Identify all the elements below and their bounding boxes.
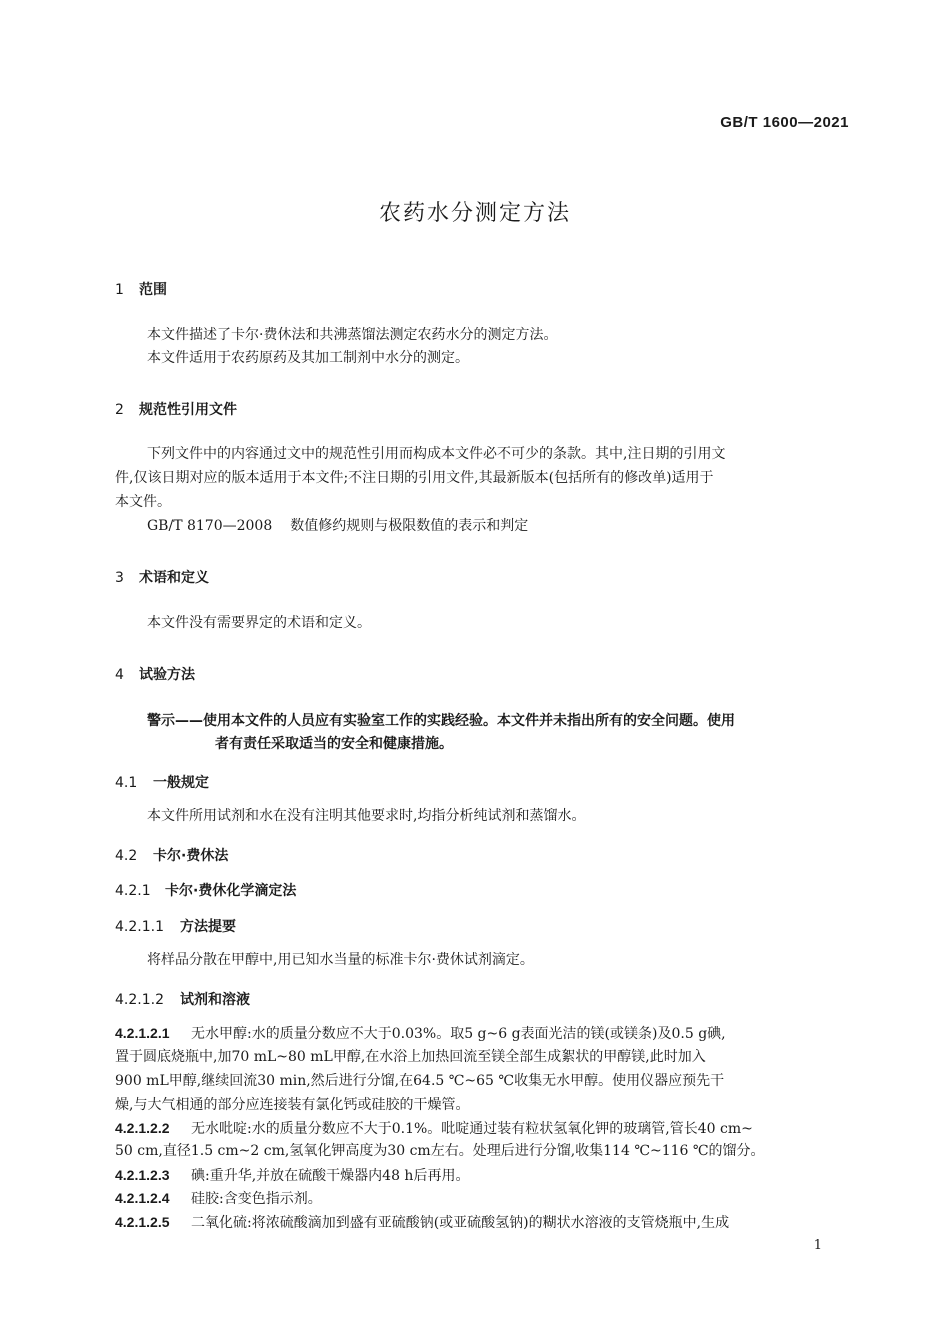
subsection-4-2-1-2-heading bbox=[115, 989, 250, 1009]
clause-line bbox=[115, 1188, 322, 1210]
clause-line: 50 cm,直径1.5 cm~2 cm,氢氧化钾高度为30 cm左右。处理后进行分馏,收集114 ℃~116 ℃的馏分。 bbox=[115, 1143, 765, 1159]
clause-text: 无水吡啶:水的质量分数应不大于0.1%。吡啶通过装有粒状氢氧化钾的玻璃管,管长40 cm~ bbox=[191, 1121, 753, 1137]
section-3-heading bbox=[115, 567, 209, 587]
clause-number: 4.2.1.2.2 bbox=[115, 1120, 170, 1136]
clause-number: 4.2.1.2.4 bbox=[115, 1190, 170, 1206]
section-number: 2 bbox=[115, 402, 124, 418]
warning-line: 警示——使用本文件的人员应有实验室工作的实践经验。本文件并未指出所有的安全问题。使用 bbox=[147, 713, 735, 729]
section-number: 4 bbox=[115, 667, 124, 683]
section-title: 范围 bbox=[139, 282, 167, 298]
paragraph: 本文件描述了卡尔·费休法和共沸蒸馏法测定农药水分的测定方法。 bbox=[147, 327, 558, 343]
clause-number: 4.2.1.2.3 bbox=[115, 1167, 170, 1183]
subsection-number: 4.2 bbox=[115, 848, 138, 864]
section-2-heading bbox=[115, 399, 237, 419]
paragraph-line: 件,仅该日期对应的版本适用于本文件;不注日期的引用文件,其最新版本(包括所有的修改单)适用于 bbox=[115, 470, 714, 486]
clause-line bbox=[115, 1165, 469, 1187]
paragraph: 将样品分散在甲醇中,用已知水当量的标准卡尔·费休试剂滴定。 bbox=[147, 952, 534, 968]
clause-line: 燥,与大气相通的部分应连接装有氯化钙或硅胶的干燥管。 bbox=[115, 1097, 470, 1113]
section-title: 规范性引用文件 bbox=[139, 402, 237, 418]
paragraph: 本文件所用试剂和水在没有注明其他要求时,均指分析纯试剂和蒸馏水。 bbox=[147, 808, 586, 824]
paragraph-line: 本文件。 bbox=[115, 494, 171, 510]
paragraph-line: 下列文件中的内容通过文中的规范性引用而构成本文件必不可少的条款。其中,注日期的引用文 bbox=[147, 446, 726, 462]
section-1-heading bbox=[115, 279, 167, 299]
warning-line: 者有责任采取适当的安全和健康措施。 bbox=[215, 736, 453, 752]
clause-number: 4.2.1.2.1 bbox=[115, 1025, 170, 1041]
clause-text: 无水甲醇:水的质量分数应不大于0.03%。取5 g~6 g表面光洁的镁(或镁条)及0.5 g碘, bbox=[191, 1026, 726, 1042]
section-number: 1 bbox=[115, 282, 124, 298]
reference-code: GB/T 8170—2008 bbox=[147, 518, 273, 534]
page-number: 1 bbox=[813, 1238, 822, 1253]
clause-text: 硅胶:含变色指示剂。 bbox=[191, 1191, 322, 1207]
subsection-title: 一般规定 bbox=[153, 775, 209, 791]
subsection-title: 试剂和溶液 bbox=[180, 992, 250, 1008]
clause-text: 碘:重升华,并放在硫酸干燥器内48 h后再用。 bbox=[191, 1168, 470, 1184]
paragraph: 本文件适用于农药原药及其加工制剂中水分的测定。 bbox=[147, 350, 469, 366]
subsection-number: 4.2.1.1 bbox=[115, 919, 164, 935]
normative-reference bbox=[147, 516, 528, 537]
subsection-title: 卡尔·费休化学滴定法 bbox=[165, 883, 297, 899]
clause-line bbox=[115, 1023, 726, 1045]
subsection-4-1-heading bbox=[115, 772, 209, 792]
clause-line bbox=[115, 1118, 753, 1140]
subsection-number: 4.2.1.2 bbox=[115, 992, 164, 1008]
section-4-heading bbox=[115, 664, 195, 684]
section-number: 3 bbox=[115, 570, 124, 586]
clause-text: 二氧化硫:将浓硫酸滴加到盛有亚硫酸钠(或亚硫酸氢钠)的糊状水溶液的支管烧瓶中,生成 bbox=[191, 1215, 730, 1231]
clause-line: 置于圆底烧瓶中,加70 mL~80 mL甲醇,在水浴上加热回流至镁全部生成絮状的甲醇镁,此时加入 bbox=[115, 1049, 706, 1065]
reference-title: 数值修约规则与极限数值的表示和判定 bbox=[290, 518, 529, 534]
subsection-4-2-1-1-heading bbox=[115, 916, 236, 936]
subsection-title: 方法提要 bbox=[180, 919, 236, 935]
clause-line: 900 mL甲醇,继续回流30 min,然后进行分馏,在64.5 ℃~65 ℃收集无水甲醇。使用仪器应预先干 bbox=[115, 1073, 725, 1089]
subsection-4-2-1-heading bbox=[115, 880, 296, 900]
subsection-title: 卡尔·费休法 bbox=[153, 848, 229, 864]
subsection-4-2-heading bbox=[115, 845, 228, 865]
clause-line bbox=[115, 1212, 729, 1234]
section-title: 试验方法 bbox=[139, 667, 195, 683]
document-title: 农药水分测定方法 bbox=[378, 201, 571, 226]
subsection-number: 4.1 bbox=[115, 775, 138, 791]
paragraph: 本文件没有需要界定的术语和定义。 bbox=[147, 615, 371, 631]
subsection-number: 4.2.1 bbox=[115, 883, 151, 899]
clause-number: 4.2.1.2.5 bbox=[115, 1214, 170, 1230]
standard-number: GB/T 1600—2021 bbox=[720, 114, 849, 131]
section-title: 术语和定义 bbox=[139, 570, 209, 586]
